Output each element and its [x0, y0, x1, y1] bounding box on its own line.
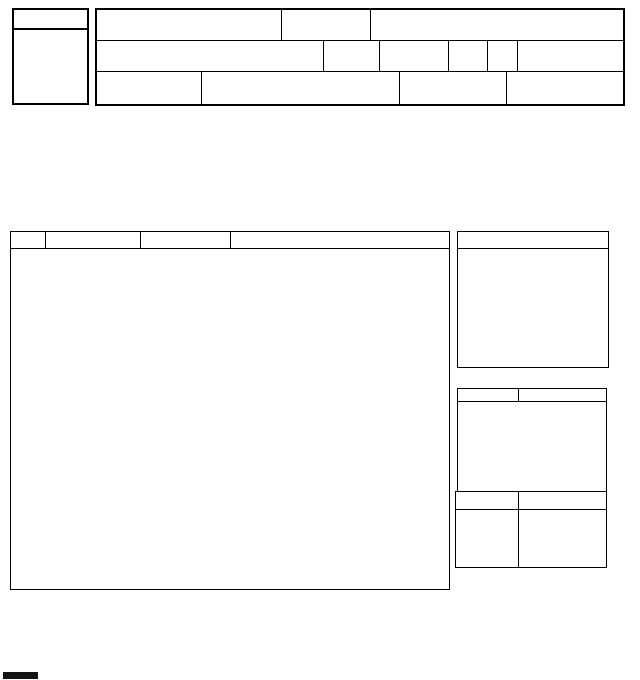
work-equipment-values	[519, 510, 606, 567]
operating-hours-cell	[202, 72, 400, 104]
item-column-header	[11, 232, 46, 249]
inspection-expire-label	[97, 72, 201, 74]
vehicle-header-table	[95, 8, 625, 106]
model-no-label	[371, 10, 623, 12]
scan-artifact-mark	[3, 672, 38, 679]
fuel-type-cell	[400, 72, 507, 104]
maker-label	[97, 10, 281, 12]
leveling-label	[456, 492, 519, 509]
inspection-table	[10, 231, 450, 590]
ac-cell	[507, 72, 623, 104]
serial-no-label	[97, 41, 323, 43]
operating-hours-label	[202, 72, 399, 74]
side-remarks-table	[457, 231, 609, 368]
work-equipment-rows	[456, 510, 606, 567]
lot-number-label	[14, 10, 87, 30]
side-parts-table	[457, 388, 607, 492]
ac-label	[507, 72, 623, 74]
inspection-rows	[46, 249, 449, 589]
model-year-cell	[282, 10, 371, 41]
inspection-expire-cell	[97, 72, 202, 104]
leveling-row	[456, 492, 606, 510]
side-parts-header	[458, 389, 519, 401]
registration-no-label	[324, 41, 379, 47]
empty-cell	[488, 41, 518, 72]
model-year-label	[282, 10, 370, 12]
remarks-column-header	[231, 232, 449, 249]
work-equipment-label	[456, 510, 519, 567]
serial-no-cell	[97, 41, 324, 72]
side-remarks-header	[458, 232, 608, 249]
operating-hours-value	[355, 86, 371, 101]
model-no-cell	[371, 10, 623, 41]
registration-no-cell	[324, 41, 380, 72]
lot-number-box	[12, 8, 89, 105]
fuel-type-label	[400, 72, 506, 74]
maker-cell	[97, 10, 282, 41]
equipment-table	[455, 491, 607, 568]
empty-cell	[518, 41, 623, 72]
side-condition-header	[519, 389, 606, 401]
side-parts-header-row	[458, 389, 606, 402]
empty-cell	[380, 41, 449, 72]
condition-column-header	[141, 232, 231, 249]
empty-cell	[449, 41, 488, 72]
parts-column-header	[46, 232, 141, 249]
leveling-value	[519, 492, 606, 509]
